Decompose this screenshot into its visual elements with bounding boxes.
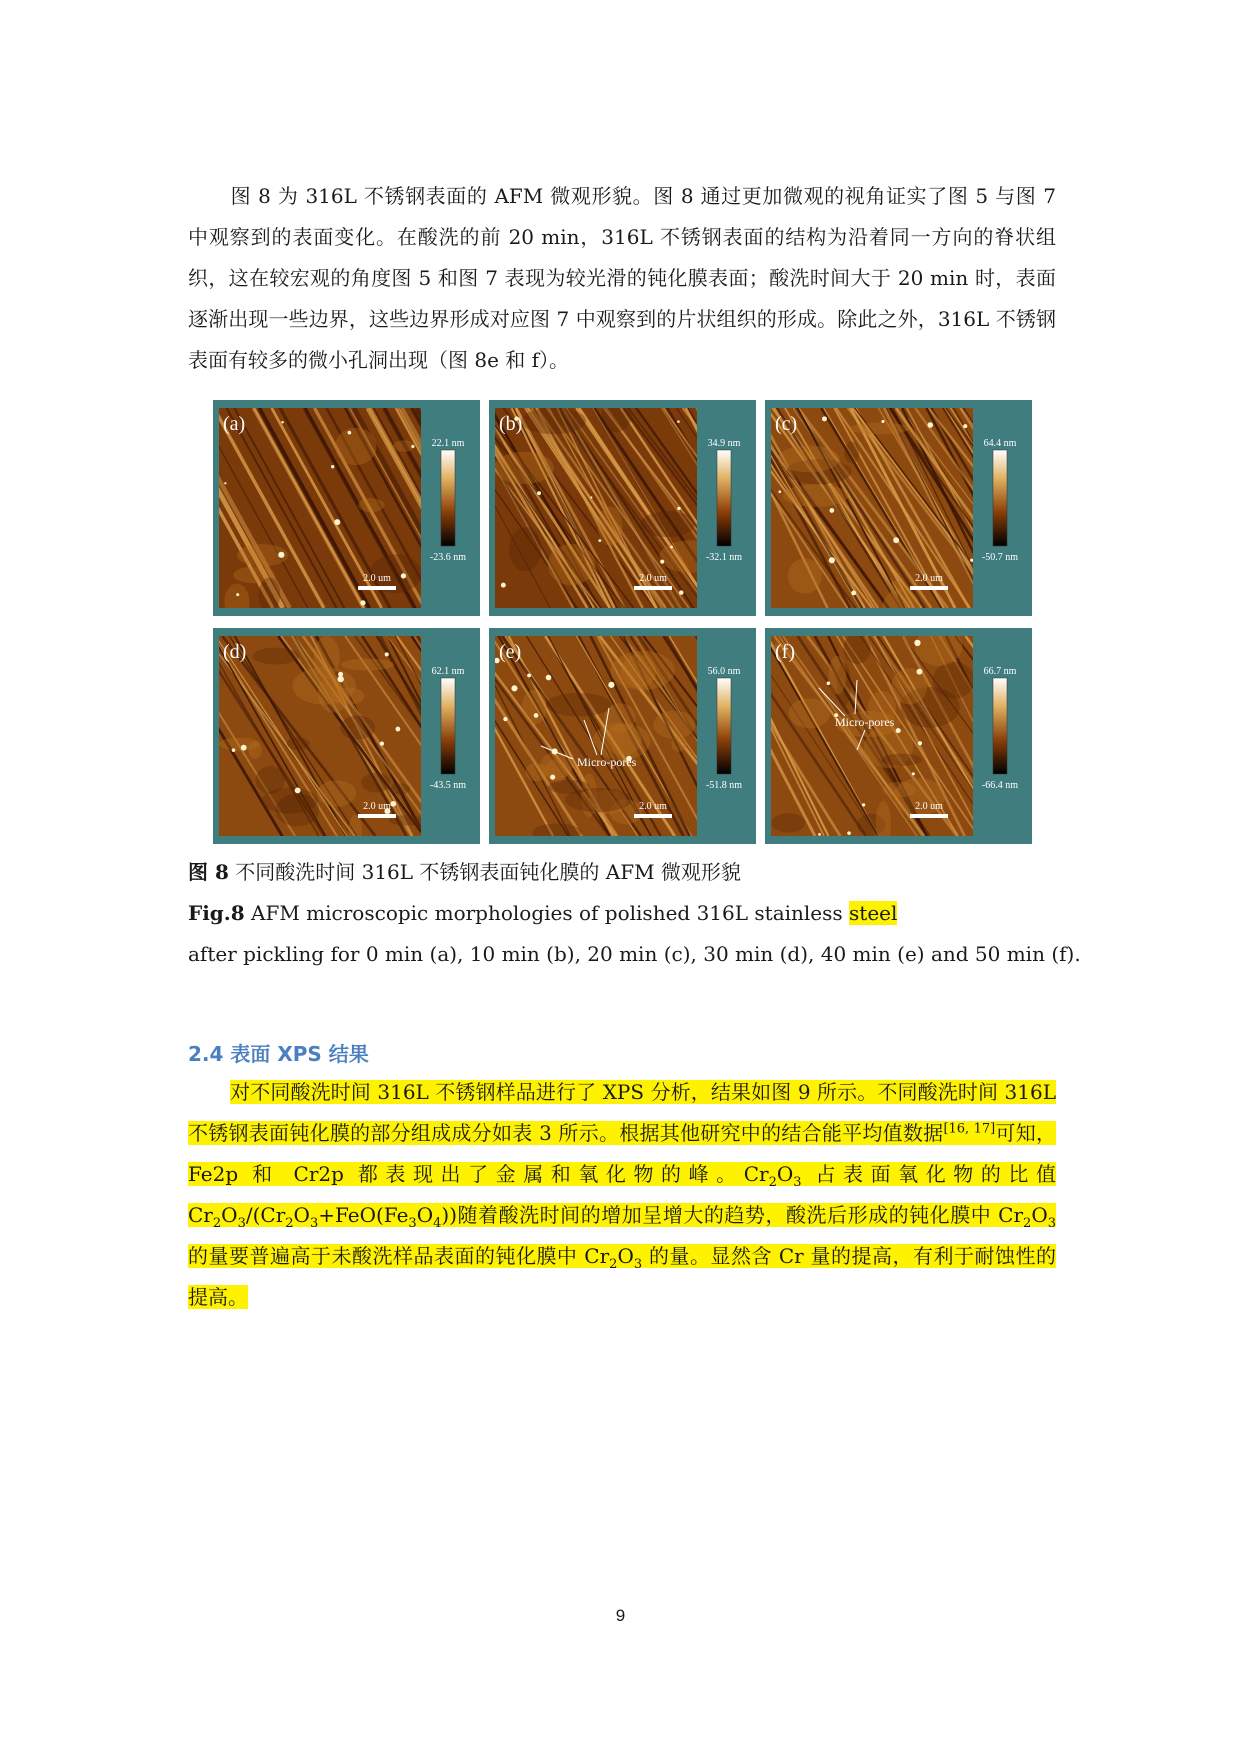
intro-paragraph: 图 8 为 316L 不锈钢表面的 AFM 微观形貌。图 8 通过更加微观的视角证实了图 5 与图 7 中观察到的表面变化。在酸洗的前 20 min，316L 不锈钢表面的结构为沿着同一方向的脊状组织，这在较宏观的角度图 5 和图 7 表现为较光滑的钝化膜表面；酸洗时间大于 20 min 时，表面逐渐出现一些边界，这些边界形成对应图 7 中观察到的片状组织的形成。除此之外，316L 不锈钢表面有较多的微小孔洞出现（图 8e 和 f）。 [188,184,1056,372]
scale-bar [634,814,672,818]
panel-label: (d) [223,641,247,663]
scale-bar-label: 2.0 um [639,801,667,812]
scale-bar-label: 2.0 um [363,573,391,584]
afm-panel-c [765,400,1032,616]
colorbar-max: 34.9 nm [707,438,741,449]
colorbar-min: -43.5 nm [429,780,467,791]
micro-pores-annotation: Micro-pores [577,755,637,769]
colorbar [717,678,731,774]
colorbar-max: 66.7 nm [983,666,1017,677]
scale-bar-label: 2.0 um [363,801,391,812]
panel-label: (e) [499,641,522,663]
afm-panel-f [765,628,1032,844]
colorbar-max: 22.1 nm [431,438,465,449]
scale-bar-label: 2.0 um [915,801,943,812]
page-number: 9 [615,1606,626,1625]
colorbar-min: -32.1 nm [705,552,743,563]
afm-image [489,400,756,616]
panel-label: (c) [775,413,798,435]
afm-panel-d [213,628,480,844]
citation: [16, 17] [943,1121,996,1137]
xps-paragraph: 对不同酸洗时间 316L 不锈钢样品进行了 XPS 分析，结果如图 9 所示。不同酸洗时间 316L 不锈钢表面钝化膜的部分组成成分如表 3 所示。根据其他研究中的结合能平均值数据[16, 17]可知，Fe2p 和 Cr2p 都表现出了金属和氧化物的峰。$Cr_2O_3$ 占表面氧化物的比值 $Cr_2O_3/(Cr_2O_3+FeO(Fe_3O_4))$随着酸洗时间的增加呈增大的趋势，酸洗后形成的钝化膜中 $Cr_2O_3$ 的量要普遍高于未酸洗样品表面的钝化膜中 $Cr_2O_3$ 的量。显然含 Cr 量的提高，有利于耐蚀性的提高。 [188,1080,1057,1309]
scale-bar [910,814,948,818]
scale-bar-label: 2.0 um [915,573,943,584]
panel-label: (a) [223,413,246,435]
colorbar-max: 56.0 nm [707,666,741,677]
colorbar-max: 62.1 nm [431,666,465,677]
micro-pores-annotation: Micro-pores [835,715,895,729]
section-title: 2.4 表面 XPS 结果 [188,1042,369,1066]
afm-image [213,628,480,844]
scale-bar [358,586,396,590]
formula-cr2o3: $Cr_2O_3$ [584,1244,643,1272]
colorbar-min: -66.4 nm [981,780,1019,791]
colorbar [441,450,455,546]
colorbar [441,678,455,774]
figure-caption-en: Fig.8 AFM microscopic morphologies of polished 316L stainless steel [188,901,898,925]
afm-image [765,400,1032,616]
figure-caption-en-line2: after pickling for 0 min (a), 10 min (b), 20 min (c), 30 min (d), 40 min (e) and 50 min (f). [188,942,1081,966]
formula-cr2o3: $Cr_2O_3$ [743,1162,802,1190]
figure-caption-cn: 图 8 不同酸洗时间 316L 不锈钢表面钝化膜的 AFM 微观形貌 [188,860,741,884]
scale-bar [910,586,948,590]
colorbar-min: -51.8 nm [705,780,743,791]
afm-figure [213,400,1033,844]
afm-panel-b [489,400,756,616]
afm-image [213,400,480,616]
colorbar [717,450,731,546]
afm-panel-e [489,628,756,844]
panel-label: (f) [775,641,795,663]
formula-ratio: $Cr_2O_3/(Cr_2O_3+FeO(Fe_3O_4))$ [188,1203,457,1231]
afm-image [765,628,1032,844]
colorbar-min: -23.6 nm [429,552,467,563]
colorbar-max: 64.4 nm [983,438,1017,449]
afm-panel-a [213,400,480,616]
panel-label: (b) [499,413,523,435]
colorbar-min: -50.7 nm [981,552,1019,563]
afm-image [489,628,756,844]
scale-bar-label: 2.0 um [639,573,667,584]
formula-cr2o3: $Cr_2O_3$ [998,1203,1056,1231]
scale-bar [358,814,396,818]
colorbar [993,450,1007,546]
scale-bar [634,586,672,590]
colorbar [993,678,1007,774]
